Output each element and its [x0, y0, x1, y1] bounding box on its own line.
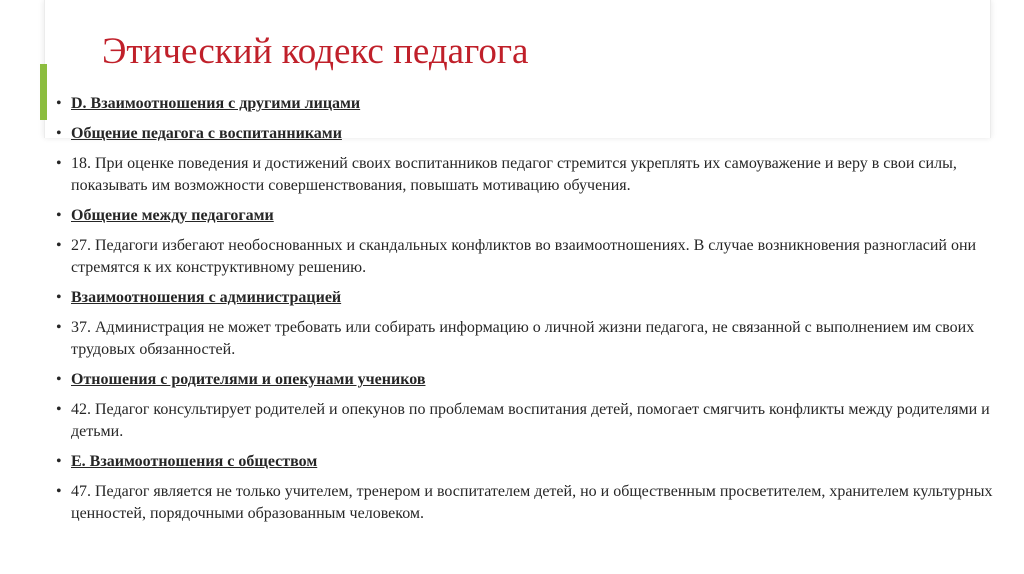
list-item	[56, 399, 1006, 443]
paragraph-text: 47. Педагог является не только учителем, тренером и воспитателем детей, но и общественным просветителем, хранителем культурных ценностей, порядочными образованным человеком.	[71, 483, 993, 522]
list-item	[56, 317, 1006, 361]
bullet-icon: •	[56, 155, 62, 172]
section-heading	[56, 451, 1006, 473]
bullet-icon: •	[56, 401, 62, 418]
heading-text: E. Взаимоотношения с обществом	[71, 453, 318, 470]
list-item	[56, 153, 1006, 197]
heading-text: Общение педагога с воспитанниками	[71, 125, 342, 142]
list-item	[56, 481, 1006, 525]
list-item	[56, 235, 1006, 279]
paragraph-text: 37. Администрация не может требовать или собирать информацию о личной жизни педагога, не связанной с выполнением им своих трудовых обязанностей.	[71, 319, 975, 358]
paragraph-text: 42. Педагог консультирует родителей и опекунов по проблемам воспитания детей, помогает смягчить конфликты между родителями и детьми.	[71, 401, 990, 440]
heading-text: Отношения с родителями и опекунами учеников	[71, 371, 426, 388]
heading-text: D. Взаимоотношения с другими лицами	[71, 95, 361, 112]
paragraph-text: 27. Педагоги избегают необоснованных и скандальных конфликтов во взаимоотношениях. В случае возникновения разногласий они стремятся к их конструктивному решению.	[71, 237, 977, 276]
heading-text: Взаимоотношения с администрацией	[71, 289, 342, 306]
bullet-icon: •	[56, 453, 62, 470]
slide-title: Этический кодекс педагога	[102, 31, 529, 72]
bullet-list	[56, 93, 1006, 533]
bullet-icon: •	[56, 237, 62, 254]
section-heading	[56, 205, 1006, 227]
accent-bar	[40, 64, 47, 120]
bullet-icon: •	[56, 289, 62, 306]
section-heading	[56, 93, 1006, 115]
bullet-icon: •	[56, 483, 62, 500]
bullet-icon: •	[56, 207, 62, 224]
bullet-icon: •	[56, 371, 62, 388]
section-heading	[56, 369, 1006, 391]
section-heading	[56, 123, 1006, 145]
heading-text: Общение между педагогами	[71, 207, 274, 224]
section-heading	[56, 287, 1006, 309]
bullet-icon: •	[56, 95, 62, 112]
paragraph-text: 18. При оценке поведения и достижений своих воспитанников педагог стремится укреплять их самоуважение и веру в свои силы, показывать им возможности совершенствования, повышать мотивацию обучения.	[71, 155, 957, 194]
bullet-icon: •	[56, 319, 62, 336]
bullet-icon: •	[56, 125, 62, 142]
